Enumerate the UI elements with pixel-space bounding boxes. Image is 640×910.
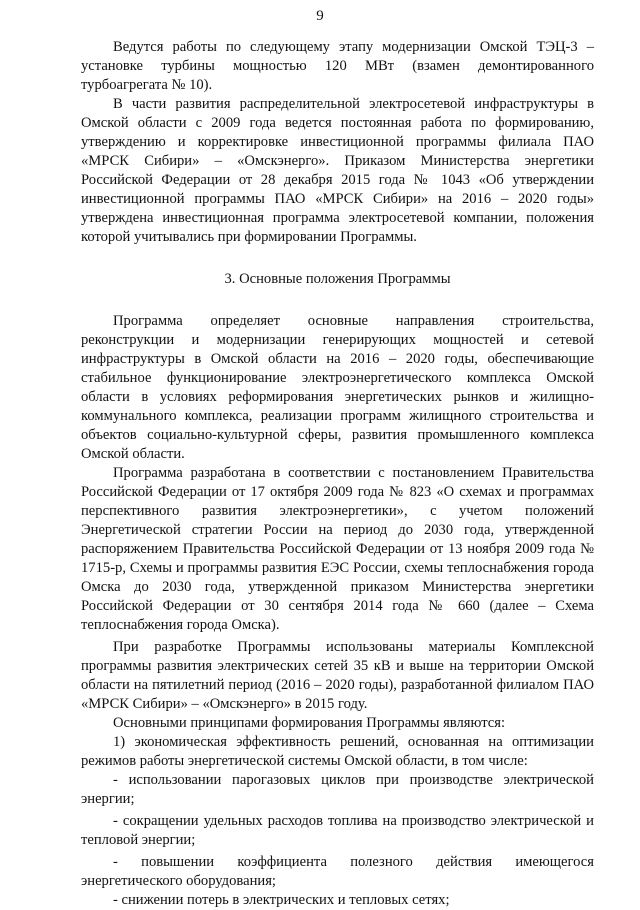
list-item-fuel-consumption: - сокращении удельных расходов топлива на производство электрической и тепловой энергии; [81,813,594,848]
list-item-losses: - снижении потерь в электрических и тепловых сетях; [113,892,450,908]
paragraph-program-materials: При разработке Программы использованы материалы Комплексной программы развития электрических сетей 35 кВ и выше на территории Омской области на пятилетний период (2016 – 2020 годы), разработанной филиалом ПАО «МРСК Сибири» – «Омскэнерго» в 2015 году. [81,639,594,712]
paragraph-distribution-network: В части развития распределительной электросетевой инфраструктуры в Омской области с 2009 года ведется постоянная работа по формированию, утверждению и корректировке инвестиционной программы филиала ПАО «МРСК Сибири» – «Омскэнерго». Приказом Министерства энергетики Российской Федерации от 28 декабря 2015 года № 1043 «Об утверждении инвестиционной программы ПАО «МРСК Сибири» на 2016 – 2020 годы» утверждена инвестиционная программа электросетевой компании, положения которой учитывались при формировании Программы. [81,96,594,245]
list-item-combined-cycle: - использовании парогазовых циклов при производстве электрической энергии; [81,772,594,807]
section-title: 3. Основные положения Программы [224,271,451,287]
list-item-efficiency: - повышении коэффициента полезного действия имеющегося энергетического оборудования; [81,854,594,889]
paragraph-program-directions: Программа определяет основные направления строительства, реконструкции и модернизации генерирующих мощностей и сетевой инфраструктуры в Омской области на 2016 – 2020 годы, обеспечивающие стабильное функционирование электроэнергетического комплекса Омской области в условиях реформирования энергетических рынков и жилищно-коммунального комплекса, реализации программ жилищного строительства и объектов социально-культурной сферы, развития промышленного комплекса Омской области. [81,313,594,462]
paragraph-principles-intro: Основными принципами формирования Программы являются: [113,715,506,731]
paragraph-modernization-tec3: Ведутся работы по следующему этапу модернизации Омской ТЭЦ-3 – установке турбины мощностью 120 МВт (взамен демонтированного турбоагрегата № 10). [81,39,594,93]
document-body [81,38,594,910]
paragraph-program-basis: Программа разработана в соответствии с постановлением Правительства Российской Федерации от 17 октября 2009 года № 823 «О схемах и программах перспективного развития электроэнергетики», с учетом положений Энергетической стратегии России на период до 2030 года, утвержденной распоряжением Правительства Российской Федерации от 13 ноября 2009 года № 1715-р, Схемы и программы развития ЕЭС России, схемы теплоснабжения города Омска до 2030 года, утвержденной приказом Министерства энергетики Российской Федерации от 30 сентября 2014 года № 660 (далее – Схема теплоснабжения города Омска). [81,465,594,633]
page-number: 9 [316,8,324,24]
paragraph-principle-1: 1) экономическая эффективность решений, основанная на оптимизации режимов работы энергетической системы Омской области, в том числе: [81,734,594,769]
